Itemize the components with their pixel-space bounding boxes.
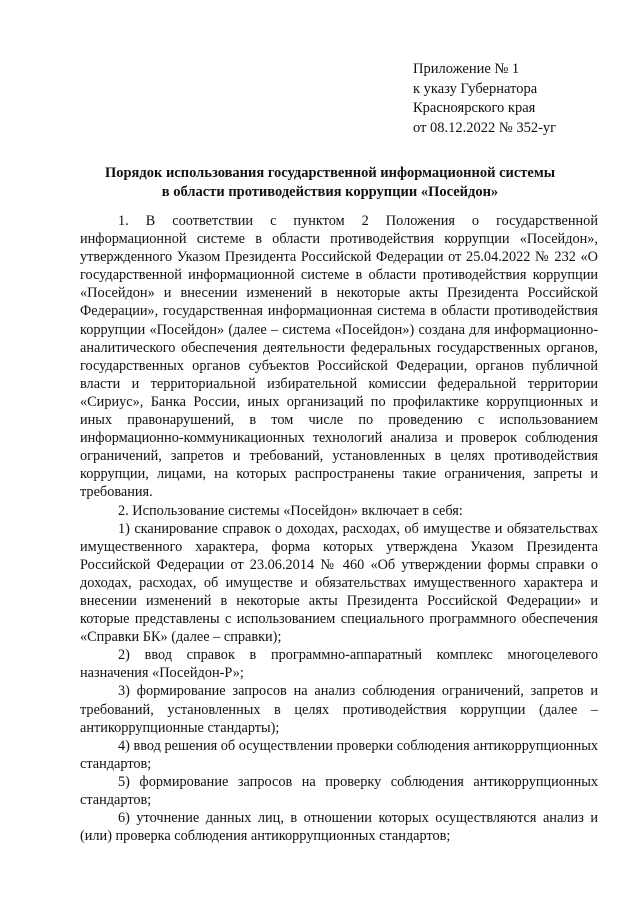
document-body — [80, 212, 598, 845]
paragraph: 1. В соответствии с пунктом 2 Положения о государственной информационной системе в области противодействия коррупции «Посейдон», утвержденного Указом Президента Российской Федерации от 25.04.2022 № 232 «О государственной информационной системе в области противодействия коррупции «Посейдон» и внесении изменений в некоторые акты Президента Российской Федерации», государственная информационная система в области противодействия коррупции «Посейдон» (далее – система «Посейдон») создана для информационно-аналитического обеспечения деятельности федеральных государственных органов, государственных органов субъектов Российской Федерации, органов публичной власти и территориальной избирательной комиссии федеральной территории «Сириус», Банка России, иных организаций по профилактике коррупционных и иных правонарушений, в том числе по проведению с использованием информационно-коммуникационных технологий анализа и проверок соблюдения ограничений, запретов и требований, установленных в целях противодействия коррупции, лицами, на которых распространены такие ограничения, запреты и требования. — [80, 213, 598, 501]
appendix-line: Приложение № 1 — [413, 61, 520, 77]
paragraph: 1) сканирование справок о доходах, расходах, об имуществе и обязательствах имущественного характера, форма которых утверждена Указом Президента Российской Федерации от 23.06.2014 № 460 «Об утверждении формы справки о доходах, расходах, об имуществе и обязательствах имущественного характера и внесении изменений в некоторые акты Президента Российской Федерации» и которые представлены с использованием специального программного обеспечения «Справки БК» (далее – справки); — [80, 520, 598, 646]
appendix-header — [413, 60, 556, 138]
appendix-line: Красноярского края — [413, 100, 536, 116]
appendix-line: от 08.12.2022 № 352-уг — [413, 119, 557, 136]
paragraph: 4) ввод решения об осуществлении проверки соблюдения антикоррупционных стандартов; — [80, 737, 598, 772]
paragraph: 3) формирование запросов на анализ соблюдения ограничений, запретов и требований, установленных в целях противодействия коррупции (далее – антикоррупционные стандарты); — [80, 683, 598, 736]
title-line: Порядок использования государственной информационной системы — [104, 165, 556, 181]
paragraph: 2) ввод справок в программно-аппаратный комплекс многоцелевого назначения «Посейдон-Р»; — [80, 647, 598, 682]
document-title — [60, 164, 600, 201]
appendix-line: к указу Губернатора — [413, 80, 538, 97]
paragraph: 5) формирование запросов на проверку соблюдения антикоррупционных стандартов; — [80, 773, 598, 808]
title-line: в области противодействия коррупции «Посейдон» — [161, 183, 499, 200]
paragraph: 6) уточнение данных лиц, в отношении которых осуществляются анализ и (или) проверка соблюдения антикоррупционных стандартов; — [80, 810, 598, 845]
paragraph: 2. Использование системы «Посейдон» включает в себя: — [118, 502, 463, 519]
